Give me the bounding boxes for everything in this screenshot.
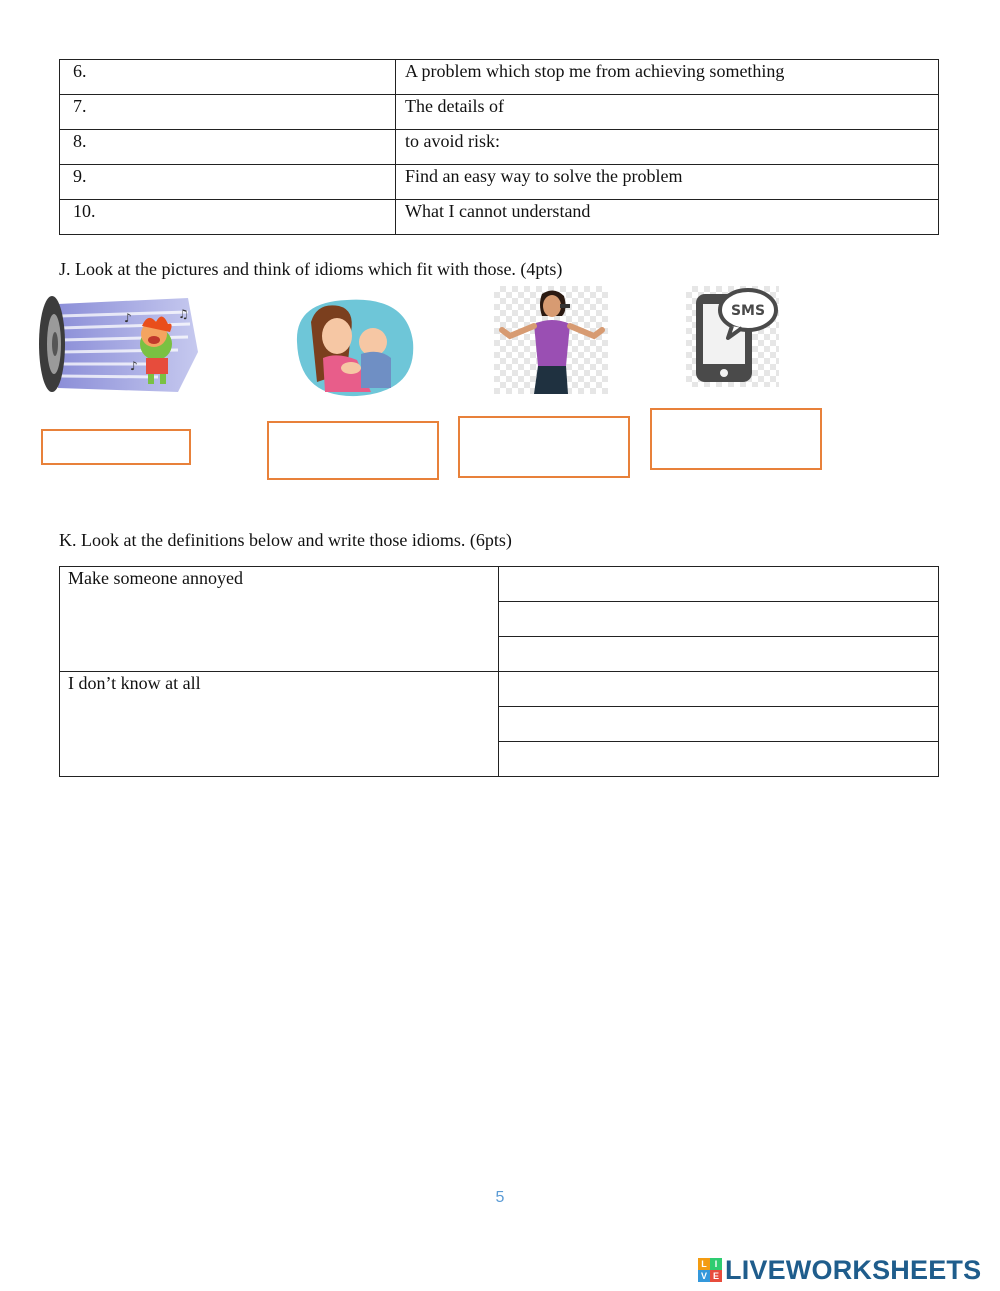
sms-label: SMS — [730, 303, 766, 319]
table-row — [60, 200, 939, 235]
row-definition: to avoid risk: — [396, 130, 939, 165]
table-row — [60, 165, 939, 200]
svg-text:♪: ♪ — [130, 359, 138, 373]
definitions-table — [59, 566, 939, 777]
liveworksheets-logo — [698, 1255, 981, 1285]
answer-box-2[interactable] — [267, 421, 439, 480]
definition-cell: I don’t know at all — [60, 672, 499, 777]
row-number: 6. — [60, 60, 396, 95]
table-row — [60, 672, 939, 707]
answer-cell[interactable] — [499, 742, 939, 777]
table-row — [60, 130, 939, 165]
phone-sms-icon — [686, 286, 779, 387]
row-definition: Find an easy way to solve the problem — [396, 165, 939, 200]
logo-letter: L — [698, 1258, 710, 1270]
mother-baby-icon — [287, 292, 417, 400]
row-definition: A problem which stop me from achieving something — [396, 60, 939, 95]
woman-shrug-icon — [494, 286, 608, 394]
row-definition: What I cannot understand — [396, 200, 939, 235]
svg-text:♪: ♪ — [124, 311, 132, 325]
answer-cell[interactable] — [499, 567, 939, 602]
row-definition: The details of — [396, 95, 939, 130]
row-number: 8. — [60, 130, 396, 165]
table-row — [60, 60, 939, 95]
logo-letter: V — [698, 1270, 710, 1282]
logo-letter: I — [710, 1258, 722, 1270]
section-j-heading: J. Look at the pictures and think of idioms which fit with those. (4pts) — [59, 259, 563, 279]
answer-cell[interactable] — [499, 602, 939, 637]
row-number: 9. — [60, 165, 396, 200]
row-number: 10. — [60, 200, 396, 235]
table-row — [60, 95, 939, 130]
loudspeaker-music-icon — [38, 292, 200, 395]
table-row — [60, 567, 939, 602]
logo-letter: E — [710, 1270, 722, 1282]
answer-box-3[interactable] — [458, 416, 630, 478]
row-number: 7. — [60, 95, 396, 130]
answer-cell[interactable] — [499, 707, 939, 742]
answer-cell[interactable] — [499, 637, 939, 672]
section-k-heading: K. Look at the definitions below and write those idioms. (6pts) — [59, 530, 512, 550]
logo-text: LIVEWORKSHEETS — [725, 1254, 982, 1285]
answer-box-4[interactable] — [650, 408, 822, 470]
answer-cell[interactable] — [499, 672, 939, 707]
page-number: 5 — [495, 1189, 505, 1206]
logo-mark-icon — [698, 1258, 722, 1282]
answer-box-1[interactable] — [41, 429, 191, 465]
definition-cell: Make someone annoyed — [60, 567, 499, 672]
idioms-table-6-10 — [59, 59, 939, 235]
svg-text:♫: ♫ — [178, 307, 189, 321]
